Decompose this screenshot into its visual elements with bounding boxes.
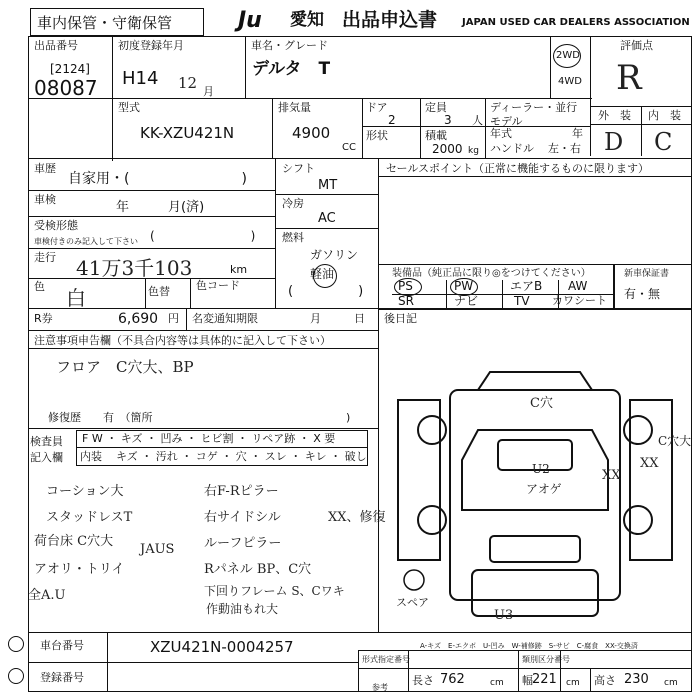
drive-2wd: 2WD <box>556 50 580 61</box>
warranty-label: 新車保証書 <box>624 269 670 279</box>
warranty-value: 有・無 <box>624 287 661 301</box>
equip-pw-circle <box>450 278 478 296</box>
equip-navi: ナビ <box>454 294 479 308</box>
load-unit: kg <box>468 146 479 156</box>
form-title: 出品申込書 <box>342 9 438 31</box>
shift-label: シフト <box>282 162 315 175</box>
interior-label: 内 装 <box>648 109 681 122</box>
association-en: JAPAN USED CAR DEALERS ASSOCIATION <box>462 17 690 28</box>
exterior-label: 外 装 <box>598 109 631 122</box>
diagram-note-2: C穴大 <box>658 434 692 448</box>
equip-seat: カワシート <box>552 294 607 307</box>
width-value: 221 <box>532 672 557 687</box>
storage-label: 車内保管・守衛保管 <box>37 14 173 32</box>
chassis-label: 車台番号 <box>40 639 84 652</box>
color-label: 色 <box>34 280 45 293</box>
registration-label: 初度登録年月 <box>118 39 184 52</box>
diagram-note-7: U3 <box>494 608 514 623</box>
inspector-note-right-2: 右サイドシル <box>204 510 281 525</box>
tax-notice-month: 月 <box>310 312 321 325</box>
interior-grade: C <box>654 128 673 156</box>
equip-ps-circle <box>394 278 422 296</box>
recycle-fee-unit: 円 <box>168 312 179 325</box>
repair-label: 修復歴 有 （箇所 <box>48 411 153 424</box>
load-value: 2000 <box>432 142 463 156</box>
inspector-note-center: JAUS <box>140 542 175 557</box>
equip-sr: SR <box>398 294 414 308</box>
diagram-note-3: U2 <box>532 462 550 476</box>
ju-logo <box>238 9 286 33</box>
inspector-row-2-label: 内装 <box>80 450 102 463</box>
history-value: 自家用・( ) <box>68 171 247 187</box>
acceptance-note: 車検付きのみ記入して下さい <box>34 237 138 246</box>
handle-value: 左・右 <box>548 142 581 155</box>
registration-year: H14 <box>122 68 159 89</box>
capacity-unit: 人 <box>472 114 483 127</box>
recycle-fee-value: 6,690 <box>118 311 159 327</box>
load-label: 積載 <box>425 129 447 142</box>
length-label: 長さ <box>412 674 434 687</box>
type-value: KK-XZU421N <box>140 124 235 142</box>
length-value: 762 <box>440 672 465 687</box>
registration-month: 12 <box>178 74 198 92</box>
model-label: 車名・グレード <box>251 39 328 52</box>
color-change-label: 色替 <box>148 285 170 298</box>
equip-airbag: エアB <box>510 279 543 293</box>
equip-aw: AW <box>568 279 588 293</box>
inspector-row-2: キズ ・ 汚れ ・ コゲ ・ 穴 ・ スレ ・ キレ ・ 破し <box>116 450 367 463</box>
equipment-label: 装備品（純正品に限り◎をつけてください） <box>392 268 591 279</box>
stamp-circle <box>8 636 24 652</box>
capacity-value: 3 <box>444 113 452 127</box>
diagram-note-6: XX <box>640 456 659 471</box>
inspector-note-right-3: ルーフピラー <box>204 536 282 551</box>
equip-tv: TV <box>514 294 530 308</box>
inspector-note-right-5: 下回りフレーム S、Cワキ <box>204 584 345 598</box>
ref-label-1: 参考 <box>372 683 388 692</box>
spare-label: スペア <box>396 596 429 609</box>
inspector-notes <box>28 474 428 604</box>
lot-number: 08087 <box>34 76 98 100</box>
recycle-fee-label: R券 <box>34 312 53 325</box>
rating-score: R <box>616 58 642 98</box>
acceptance-value: ( ) <box>150 229 256 243</box>
displacement-unit: CC <box>342 142 356 153</box>
diagram-bottom <box>472 570 598 616</box>
fuel-label: 燃料 <box>282 231 304 244</box>
fuel-gasoline: ガソリン <box>310 248 359 262</box>
inspector-note-left-1: コーション大 <box>46 484 124 499</box>
diagram-note-4: アオゲ <box>526 482 562 496</box>
association-jp: 愛知 <box>290 10 324 30</box>
lot-bracket-code: [2124] <box>50 62 90 76</box>
aircon-value: AC <box>318 211 336 226</box>
dealer-year-label: 年式 <box>490 127 512 140</box>
acceptance-label: 受検形態 <box>34 219 78 232</box>
capacity-label: 定員 <box>425 101 447 114</box>
tax-notice-label: 名変通知期限 <box>192 312 258 325</box>
chassis-value: XZU421N-0004257 <box>150 638 294 656</box>
rating-label: 評価点 <box>620 39 653 52</box>
inspector-row-1: F W ・ キズ ・ 凹み ・ ヒビ割 ・ リペア跡 ・ X 要 <box>82 432 336 445</box>
inspector-note-right-1: 右F-Rピラー <box>204 484 279 499</box>
inspector-note-left-3: 荷台床 C穴大 <box>34 534 114 549</box>
exterior-grade: D <box>604 128 624 156</box>
history-label: 車歴 <box>34 162 56 175</box>
width-label: 幅 <box>522 674 533 687</box>
aircon-label: 冷房 <box>282 197 304 210</box>
inspection-value: 年 月(済) <box>116 200 205 215</box>
diagram-note-1: C穴 <box>530 396 553 411</box>
mileage-unit: km <box>230 263 248 276</box>
doors-label: ドア <box>366 101 388 114</box>
dealer-model-label: モデル <box>490 115 523 128</box>
equipment-grid <box>392 280 614 310</box>
shape-label: 形状 <box>366 129 388 142</box>
inspector-label-1: 検査員 <box>30 435 63 448</box>
equip-ps: PS <box>398 279 413 293</box>
shift-value: MT <box>318 178 338 193</box>
ju-logo-text: Ju <box>238 8 262 33</box>
inspector-note-right-6: 作動油もれ大 <box>206 602 279 616</box>
fuel-diesel: 軽油 <box>310 267 335 281</box>
notes-label: 注意事項申告欄（不具合内容等は具体的に記入して下さい） <box>34 334 331 347</box>
inspector-note-left-5: 全A.U <box>28 588 66 603</box>
drive-4wd: 4WD <box>558 76 582 87</box>
diagram-note-5: XX <box>602 468 621 483</box>
sales-point-label: セールスポイント（正常に機能するものに限ります） <box>386 162 650 175</box>
reg-number-label: 登録番号 <box>40 671 84 684</box>
inspector-note-right-4: Rパネル BP、C穴 <box>204 562 312 577</box>
displacement-value: 4900 <box>292 124 331 142</box>
registration-month-unit: 月 <box>203 85 214 98</box>
spare-tire-icon <box>404 570 424 590</box>
width-unit: cm <box>566 678 580 688</box>
inspector-note-left-4: アオリ・トリイ <box>34 562 125 577</box>
diagram-legend: A-キズ E-エクボ U-凹み W-補修跡 S-サビ C-腐食 XX-交換済 <box>420 642 638 650</box>
handle-label: ハンドル <box>490 142 534 155</box>
length-unit: cm <box>490 678 504 688</box>
color-value: 白 <box>66 286 86 310</box>
diagram-front-bumper <box>490 536 580 562</box>
dealer-label: ディーラー・並行 <box>490 101 578 114</box>
after-label: 後日記 <box>384 312 417 325</box>
dealer-year-unit: 年 <box>572 127 583 140</box>
storage-label-box <box>30 8 204 36</box>
notes-text: フロア C穴大、BP <box>56 358 194 376</box>
mileage-value: 41万3千103 <box>76 256 193 280</box>
diagram-cab-top <box>478 372 592 390</box>
height-unit: cm <box>664 678 678 688</box>
type-designation-label: 形式指定番号 <box>362 655 410 664</box>
height-label: 高さ <box>594 674 616 687</box>
class-number-label: 類別区分番号 <box>522 655 570 664</box>
model-name: デルタ T <box>252 59 331 79</box>
displacement-label: 排気量 <box>278 101 311 114</box>
stamp-circle-2 <box>8 668 24 684</box>
inspection-label: 車検 <box>34 193 56 206</box>
mileage-label: 走行 <box>34 251 56 264</box>
height-value: 230 <box>624 672 649 687</box>
inspector-note-left-2: スタッドレスT <box>46 510 133 525</box>
inspector-label-2: 記入欄 <box>30 451 63 464</box>
type-label: 型式 <box>118 101 140 114</box>
doors-value: 2 <box>388 113 396 127</box>
inspector-note-far-right: XX、修復 <box>328 510 386 525</box>
lot-label: 出品番号 <box>34 39 78 52</box>
color-code-label: 色コード <box>196 279 240 292</box>
tax-notice-day: 日 <box>354 312 365 325</box>
equip-pw: PW <box>454 279 474 293</box>
